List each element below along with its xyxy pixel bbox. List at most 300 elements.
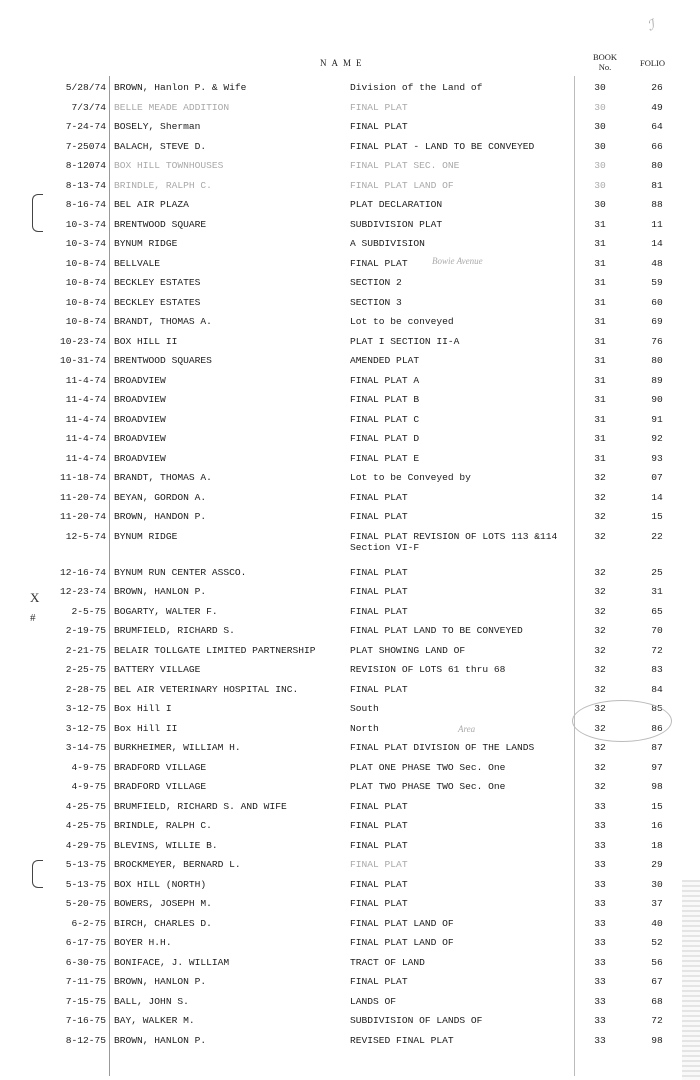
row-description: FINAL PLAT - LAND TO BE CONVEYED: [350, 140, 535, 152]
row-book-no: 31: [594, 452, 606, 464]
row-date: 7-25074: [65, 140, 106, 152]
row-book-no: 30: [594, 101, 606, 113]
row-date: 3-12-75: [65, 722, 106, 734]
row-date: 5-13-75: [65, 878, 106, 890]
row-book-no: 31: [594, 316, 606, 327]
table-row: [0, 972, 700, 992]
table-row: [0, 234, 700, 254]
row-name: BEYAN, GORDON A.: [114, 491, 207, 503]
row-folio: 88: [651, 199, 663, 210]
table-row: [0, 816, 700, 836]
row-description: FINAL PLAT: [350, 586, 408, 597]
margin-x-mark: X: [30, 590, 40, 605]
pencil-note-boxhill: Area: [458, 724, 476, 734]
row-name: BOX HILL (NORTH): [114, 878, 207, 890]
row-folio: 72: [651, 1015, 663, 1026]
row-date: 11-4-74: [65, 394, 106, 405]
row-description: FINAL PLAT LAND OF: [350, 179, 454, 191]
pencil-circle-boxhill: [572, 700, 672, 742]
row-folio: 83: [651, 664, 663, 675]
table-row: [0, 351, 700, 371]
row-description: FINAL PLAT: [350, 683, 408, 695]
row-date: 4-9-75: [71, 761, 106, 773]
row-book-no: 33: [594, 820, 606, 831]
row-book-no: 31: [594, 355, 606, 366]
row-name: BONIFACE, J. WILLIAM: [114, 956, 230, 968]
row-description: FINAL PLAT C: [350, 413, 420, 425]
row-name: BYNUM RIDGE: [114, 238, 178, 249]
table-row: [0, 914, 700, 934]
row-date: 10-31-74: [59, 355, 106, 366]
row-date: 8-12-75: [65, 1034, 106, 1046]
table-row: [0, 836, 700, 856]
row-name: BOGARTY, WALTER F.: [114, 605, 218, 617]
row-folio: 93: [651, 452, 663, 464]
row-book-no: 32: [594, 742, 606, 753]
row-book-no: 33: [594, 800, 606, 812]
row-book-no: 31: [594, 238, 606, 249]
table-row: [0, 875, 700, 895]
row-description: Division of the Land of: [350, 82, 483, 93]
row-name: BRENTWOOD SQUARES: [114, 355, 212, 366]
row-name: BOYER H.H.: [114, 937, 172, 948]
row-date: 11-4-74: [65, 413, 106, 425]
row-description: FINAL PLAT LAND TO BE CONVEYED: [350, 625, 523, 636]
row-description: FINAL PLAT B: [350, 394, 420, 405]
row-name: BATTERY VILLAGE: [114, 664, 201, 675]
row-name: BOWERS, JOSEPH M.: [114, 898, 212, 909]
row-description: REVISION OF LOTS 61 thru 68: [350, 664, 506, 675]
row-book-no: 30: [594, 121, 606, 132]
row-folio: 98: [651, 1034, 663, 1046]
row-folio: 59: [651, 277, 663, 288]
row-book-no: 32: [594, 664, 606, 675]
row-folio: 70: [651, 625, 663, 636]
row-description: FINAL PLAT LAND OF: [350, 937, 454, 948]
row-date: 8-13-74: [65, 179, 106, 191]
table-row: [0, 273, 700, 293]
book-header-line2: No.: [598, 62, 612, 72]
row-description: FINAL PLAT: [350, 878, 408, 890]
row-date: 6-30-75: [65, 956, 106, 968]
row-date: 10-3-74: [65, 238, 106, 249]
row-book-no: 32: [594, 722, 606, 734]
row-folio: 86: [651, 722, 663, 734]
row-name: BELLVALE: [114, 257, 161, 269]
table-row: [0, 738, 700, 758]
row-name: BRUMFIELD, RICHARD S.: [114, 625, 235, 636]
row-description: FINAL PLAT: [350, 976, 408, 987]
row-book-no: 32: [594, 683, 606, 695]
row-folio: 49: [651, 101, 663, 113]
book-header-line1: BOOK: [592, 52, 618, 62]
row-date: 10-8-74: [65, 257, 106, 269]
row-description: FINAL PLAT: [350, 566, 408, 578]
row-folio: 22: [651, 530, 663, 542]
row-folio: 67: [651, 976, 663, 987]
row-book-no: 33: [594, 976, 606, 987]
row-folio: 85: [651, 703, 663, 714]
row-folio: 81: [651, 179, 663, 191]
row-name: BOX HILL TOWNHOUSES: [114, 160, 224, 171]
row-name: BROWN, HANLON P.: [114, 976, 207, 987]
row-folio: 26: [651, 82, 663, 93]
table-row: [0, 488, 700, 508]
row-description: PLAT SHOWING LAND OF: [350, 644, 466, 656]
row-description: FINAL PLAT SEC. ONE: [350, 160, 460, 171]
row-folio: 68: [651, 995, 663, 1007]
row-date: 3-12-75: [65, 703, 106, 714]
row-folio: 60: [651, 296, 663, 308]
row-folio: 15: [651, 511, 663, 522]
table-row: [0, 195, 700, 215]
row-book-no: 32: [594, 761, 606, 773]
table-row: [0, 894, 700, 914]
row-name: BROWN, HANLON P.: [114, 586, 207, 597]
row-name: BECKLEY ESTATES: [114, 277, 201, 288]
row-date: 2-28-75: [65, 683, 106, 695]
table-row: [0, 527, 700, 563]
row-date: 5-20-75: [65, 898, 106, 909]
row-folio: 65: [651, 605, 663, 617]
row-book-no: 33: [594, 839, 606, 851]
column-header-folio: FOLIO: [640, 58, 666, 68]
row-name: BROADVIEW: [114, 394, 166, 405]
row-folio: 97: [651, 761, 663, 773]
row-description: FINAL PLAT: [350, 257, 408, 269]
row-name: BROWN, Hanlon P. & Wife: [114, 82, 247, 93]
row-book-no: 32: [594, 586, 606, 597]
row-name: BRINDLE, RALPH C.: [114, 820, 212, 831]
table-row: [0, 602, 700, 622]
table-row: [0, 507, 700, 527]
column-header-book: [588, 52, 622, 72]
row-folio: 90: [651, 394, 663, 405]
row-name: BECKLEY ESTATES: [114, 296, 201, 308]
pencil-note-bellvale: Bowie Avenue: [432, 256, 483, 266]
row-folio: 16: [651, 820, 663, 831]
table-row: [0, 641, 700, 661]
row-date: 6-17-75: [65, 937, 106, 948]
row-book-no: 31: [594, 413, 606, 425]
row-description: SUBDIVISION OF LANDS OF: [350, 1015, 483, 1026]
row-folio: 84: [651, 683, 663, 695]
row-date: 11-20-74: [59, 491, 106, 503]
row-folio: 40: [651, 917, 663, 929]
row-description: FINAL PLAT: [350, 511, 408, 522]
row-book-no: 31: [594, 335, 606, 347]
row-description: FINAL PLAT LAND OF: [350, 917, 454, 929]
row-date: 7-15-75: [65, 995, 106, 1007]
row-description: FINAL PLAT REVISION OF LOTS 113 &114 Section VI-F: [350, 530, 558, 553]
row-book-no: 31: [594, 394, 606, 405]
row-folio: 66: [651, 140, 663, 152]
row-date: 4-29-75: [65, 839, 106, 851]
row-date: 5/28/74: [65, 82, 106, 93]
row-book-no: 32: [594, 644, 606, 656]
row-folio: 52: [651, 937, 663, 948]
row-book-no: 30: [594, 82, 606, 93]
row-description: PLAT DECLARATION: [350, 199, 443, 210]
row-book-no: 30: [594, 140, 606, 152]
margin-bracket-bottom: [32, 860, 43, 888]
table-row: [0, 137, 700, 157]
row-book-no: 32: [594, 511, 606, 522]
row-folio: 14: [651, 238, 663, 249]
row-description: FINAL PLAT: [350, 491, 408, 503]
row-name: BRADFORD VILLAGE: [114, 761, 207, 773]
row-name: Box Hill I: [114, 703, 172, 714]
row-name: BROADVIEW: [114, 413, 166, 425]
row-book-no: 31: [594, 296, 606, 308]
table-row: [0, 992, 700, 1012]
corner-pencil-mark: ℐ: [645, 18, 657, 35]
row-name: BROWN, HANDON P.: [114, 511, 207, 522]
row-book-no: 30: [594, 179, 606, 191]
row-date: 8-12074: [65, 160, 106, 171]
row-folio: 14: [651, 491, 663, 503]
row-description: FINAL PLAT E: [350, 452, 420, 464]
row-description: A SUBDIVISION: [350, 238, 425, 249]
row-name: BAY, WALKER M.: [114, 1015, 195, 1026]
row-book-no: 32: [594, 781, 606, 792]
ledger-rows: [0, 78, 700, 1050]
row-description: TRACT OF LAND: [350, 956, 425, 968]
row-description: FINAL PLAT: [350, 800, 408, 812]
row-date: 7-16-75: [65, 1015, 106, 1026]
table-row: [0, 777, 700, 797]
row-description: SECTION 3: [350, 296, 402, 308]
row-description: FINAL PLAT D: [350, 433, 420, 444]
table-row: [0, 797, 700, 817]
row-date: 4-25-75: [65, 820, 106, 831]
table-row: [0, 621, 700, 641]
row-date: 2-25-75: [65, 664, 106, 675]
row-folio: 25: [651, 566, 663, 578]
row-description: North: [350, 722, 379, 734]
row-folio: 18: [651, 839, 663, 851]
margin-bracket-top: [32, 194, 43, 232]
row-book-no: 33: [594, 859, 606, 870]
row-description: FINAL PLAT: [350, 820, 408, 831]
row-date: 3-14-75: [65, 742, 106, 753]
row-folio: 64: [651, 121, 663, 132]
row-name: BRENTWOOD SQUARE: [114, 218, 207, 230]
table-row: [0, 855, 700, 875]
row-description: FINAL PLAT: [350, 839, 408, 851]
row-name: BIRCH, CHARLES D.: [114, 917, 212, 929]
row-date: 6-2-75: [71, 917, 106, 929]
row-book-no: 32: [594, 703, 606, 714]
row-date: 10-8-74: [65, 296, 106, 308]
row-folio: 11: [651, 218, 663, 230]
row-folio: 92: [651, 433, 663, 444]
row-name: BOSELY, Sherman: [114, 121, 201, 132]
row-date: 8-16-74: [65, 199, 106, 210]
row-folio: 80: [651, 160, 663, 171]
row-name: BRADFORD VILLAGE: [114, 781, 207, 792]
row-description: FINAL PLAT: [350, 101, 408, 113]
row-folio: 30: [651, 878, 663, 890]
row-date: 11-4-74: [65, 433, 106, 444]
row-description: PLAT I SECTION II-A: [350, 335, 460, 347]
row-name: BELLE MEADE ADDITION: [114, 101, 230, 113]
row-book-no: 33: [594, 1034, 606, 1046]
row-date: 4-9-75: [71, 781, 106, 792]
table-row: [0, 78, 700, 98]
row-description: FINAL PLAT: [350, 121, 408, 132]
table-row: [0, 1011, 700, 1031]
row-folio: 89: [651, 374, 663, 386]
row-book-no: 31: [594, 277, 606, 288]
row-date: 7/3/74: [71, 101, 106, 113]
table-row: [0, 176, 700, 196]
row-book-no: 31: [594, 374, 606, 386]
table-row: [0, 312, 700, 332]
row-book-no: 31: [594, 257, 606, 269]
table-row: [0, 468, 700, 488]
row-folio: 56: [651, 956, 663, 968]
row-description: REVISED FINAL PLAT: [350, 1034, 454, 1046]
row-date: 10-3-74: [65, 218, 106, 230]
row-folio: 31: [651, 586, 663, 597]
row-folio: 91: [651, 413, 663, 425]
row-folio: 29: [651, 859, 663, 870]
row-name: BRANDT, THOMAS A.: [114, 472, 212, 483]
table-row: [0, 933, 700, 953]
row-folio: 48: [651, 257, 663, 269]
row-name: BEL AIR VETERINARY HOSPITAL INC.: [114, 683, 299, 695]
row-book-no: 33: [594, 898, 606, 909]
row-description: PLAT ONE PHASE TWO Sec. One: [350, 761, 506, 773]
table-row: [0, 215, 700, 235]
row-date: 12-23-74: [59, 586, 106, 597]
row-date: 11-18-74: [59, 472, 106, 483]
table-row: [0, 371, 700, 391]
table-row: [0, 254, 700, 274]
row-book-no: 31: [594, 218, 606, 230]
row-description: Lot to be conveyed: [350, 316, 454, 327]
table-row: [0, 410, 700, 430]
table-row: [0, 390, 700, 410]
row-book-no: 32: [594, 605, 606, 617]
row-description: South: [350, 703, 379, 714]
table-row: [0, 660, 700, 680]
table-row: [0, 1031, 700, 1051]
table-row: [0, 117, 700, 137]
row-folio: 98: [651, 781, 663, 792]
row-name: BALL, JOHN S.: [114, 995, 189, 1007]
row-book-no: 30: [594, 160, 606, 171]
row-name: BROADVIEW: [114, 374, 166, 386]
row-name: BEL AIR PLAZA: [114, 199, 189, 210]
row-folio: 80: [651, 355, 663, 366]
table-row: [0, 953, 700, 973]
row-folio: 69: [651, 316, 663, 327]
row-name: BYNUM RUN CENTER ASSCO.: [114, 566, 247, 578]
row-date: 10-8-74: [65, 316, 106, 327]
row-description: FINAL PLAT A: [350, 374, 420, 386]
table-row: [0, 582, 700, 602]
row-description: FINAL PLAT: [350, 898, 408, 909]
row-date: 7-24-74: [65, 121, 106, 132]
row-folio: 15: [651, 800, 663, 812]
row-date: 10-23-74: [59, 335, 106, 347]
row-date: 2-21-75: [65, 644, 106, 656]
table-row: [0, 758, 700, 778]
row-folio: 72: [651, 644, 663, 656]
table-row: [0, 293, 700, 313]
row-name: BROADVIEW: [114, 452, 166, 464]
row-name: BRUMFIELD, RICHARD S. AND WIFE: [114, 800, 287, 812]
row-date: 4-25-75: [65, 800, 106, 812]
row-book-no: 33: [594, 937, 606, 948]
table-row: [0, 98, 700, 118]
row-date: 7-11-75: [65, 976, 106, 987]
row-book-no: 31: [594, 433, 606, 444]
row-name: BROCKMEYER, BERNARD L.: [114, 859, 241, 870]
table-row: [0, 449, 700, 469]
row-date: 2-5-75: [71, 605, 106, 617]
row-description: SUBDIVISION PLAT: [350, 218, 443, 230]
row-name: BROADVIEW: [114, 433, 166, 444]
row-name: BELAIR TOLLGATE LIMITED PARTNERSHIP: [114, 644, 316, 656]
row-book-no: 32: [594, 625, 606, 636]
row-folio: 37: [651, 898, 663, 909]
column-header-name: NAME: [320, 58, 367, 68]
table-row: [0, 563, 700, 583]
scan-edge-noise: [682, 880, 700, 1080]
row-book-no: 32: [594, 530, 606, 542]
row-date: 5-13-75: [65, 859, 106, 870]
row-date: 11-4-74: [65, 452, 106, 464]
row-date: 10-8-74: [65, 277, 106, 288]
table-row: [0, 156, 700, 176]
row-book-no: 30: [594, 199, 606, 210]
row-date: 12-5-74: [65, 530, 106, 542]
margin-hash-mark: #: [30, 612, 36, 624]
row-book-no: 32: [594, 566, 606, 578]
row-description: PLAT TWO PHASE TWO Sec. One: [350, 781, 506, 792]
row-description: SECTION 2: [350, 277, 402, 288]
row-description: FINAL PLAT: [350, 859, 408, 870]
row-book-no: 32: [594, 491, 606, 503]
row-description: AMENDED PLAT: [350, 355, 420, 366]
row-description: FINAL PLAT DIVISION OF THE LANDS: [350, 742, 535, 753]
row-name: BLEVINS, WILLIE B.: [114, 839, 218, 851]
row-name: BURKHEIMER, WILLIAM H.: [114, 742, 241, 753]
row-date: 11-20-74: [59, 511, 106, 522]
row-book-no: 33: [594, 995, 606, 1007]
table-row: [0, 332, 700, 352]
row-name: BALACH, STEVE D.: [114, 140, 207, 152]
row-folio: 07: [651, 472, 663, 483]
row-name: Box Hill II: [114, 722, 178, 734]
row-book-no: 33: [594, 956, 606, 968]
row-folio: 76: [651, 335, 663, 347]
row-book-no: 33: [594, 917, 606, 929]
row-date: 2-19-75: [65, 625, 106, 636]
row-book-no: 33: [594, 878, 606, 890]
row-book-no: 33: [594, 1015, 606, 1026]
table-row: [0, 680, 700, 700]
table-row: [0, 429, 700, 449]
row-folio: 87: [651, 742, 663, 753]
row-name: BROWN, HANLON P.: [114, 1034, 207, 1046]
row-name: BRANDT, THOMAS A.: [114, 316, 212, 327]
row-description: FINAL PLAT: [350, 605, 408, 617]
row-name: BYNUM RIDGE: [114, 530, 178, 542]
